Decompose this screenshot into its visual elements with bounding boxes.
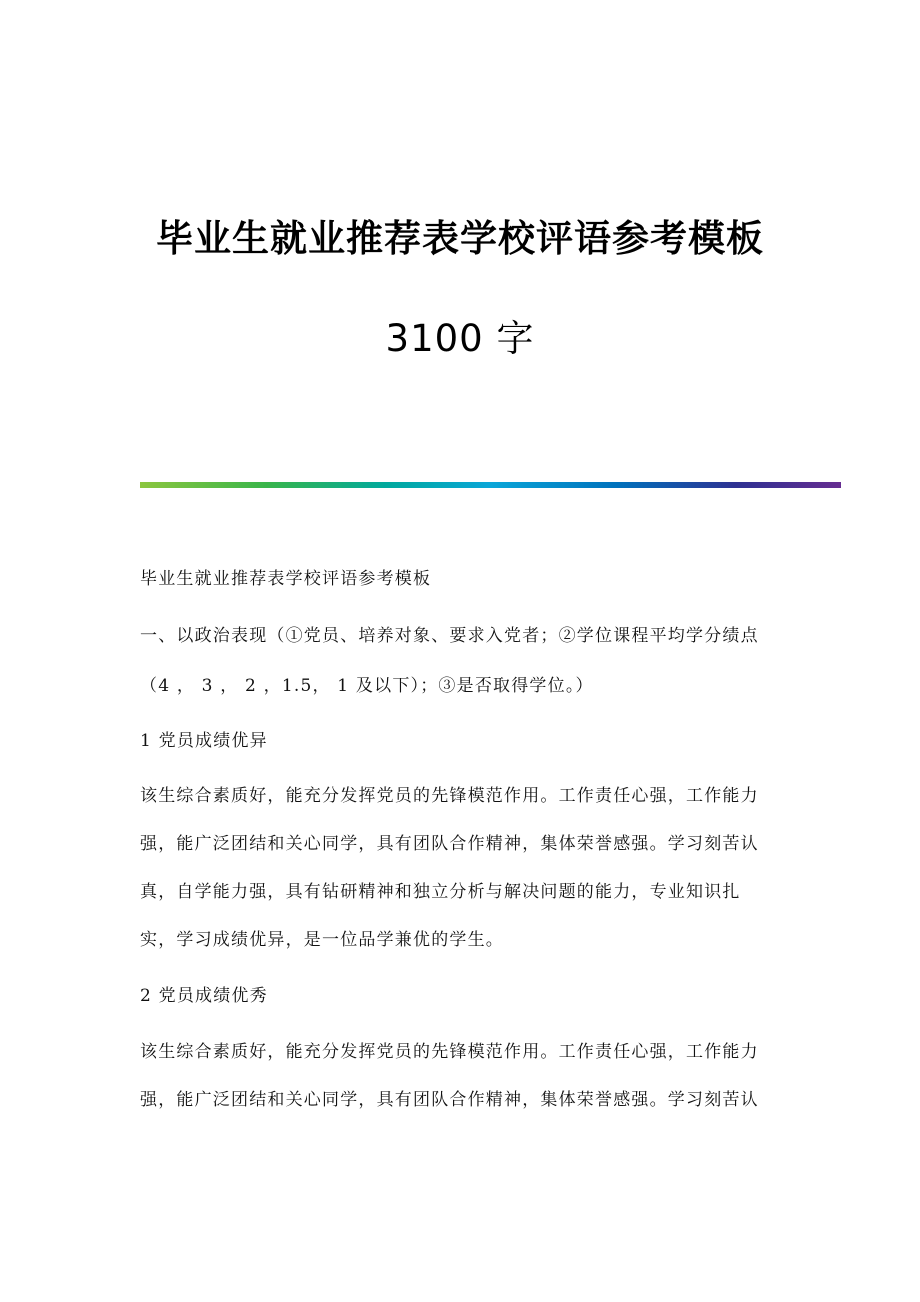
subtitle-line: 毕业生就业推荐表学校评语参考模板	[140, 569, 432, 589]
text-line: （4 ， 3 ， 2 ，1.5， 1 及以下）；③是否取得学位。）	[140, 676, 594, 696]
text-line: 强，能广泛团结和关心同学，具有团队合作精神，集体荣誉感强。学习刻苦认	[140, 834, 759, 854]
text-line: 该生综合素质好，能充分发挥党员的先锋模范作用。工作责任心强，工作能力	[140, 1042, 759, 1062]
text-line: 真，自学能力强，具有钻研精神和独立分析与解决问题的能力，专业知识扎	[140, 882, 741, 902]
gradient-divider	[140, 482, 841, 488]
text-line: 一、以政治表现（①党员、培养对象、要求入党者；②学位课程平均学分绩点	[140, 626, 759, 646]
section-heading: 2 党员成绩优秀	[140, 986, 268, 1006]
text-line: 强，能广泛团结和关心同学，具有团队合作精神，集体荣誉感强。学习刻苦认	[140, 1090, 759, 1110]
document-title: 毕业生就业推荐表学校评语参考模板	[156, 217, 764, 260]
document-title-word-count: 3100 字	[385, 317, 535, 360]
section-heading: 1 党员成绩优异	[140, 731, 268, 751]
text-line: 该生综合素质好，能充分发挥党员的先锋模范作用。工作责任心强，工作能力	[140, 786, 759, 806]
text-line: 实，学习成绩优异，是一位品学兼优的学生。	[140, 930, 504, 950]
